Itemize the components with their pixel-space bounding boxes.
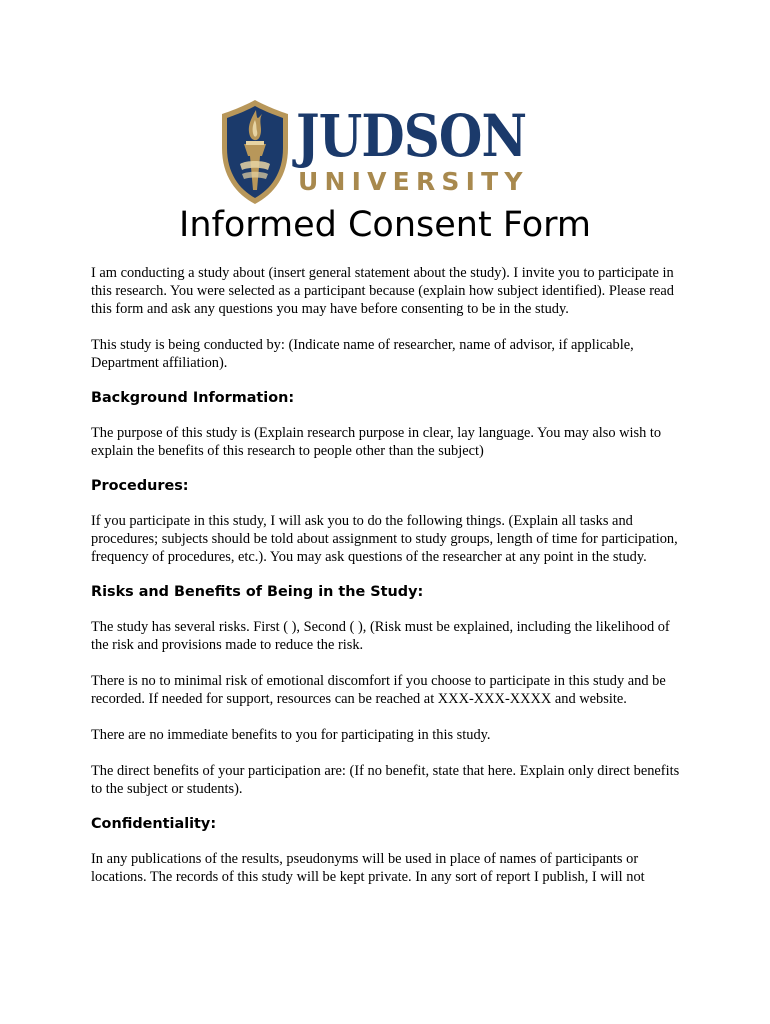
section-paragraph: The direct benefits of your participation are: (If no benefit, state that here. Explain only direct benefits to the subject or students). (91, 763, 680, 797)
university-logo (220, 98, 550, 208)
section-paragraph: The purpose of this study is (Explain research purpose in clear, lay language. You may also wish to explain the benefits of this research to people other than the subject) (91, 425, 662, 459)
logo-subtitle: UNIVERSITY (298, 167, 529, 196)
torch-shield-icon (220, 98, 290, 206)
document-title: Informed Consent Form (179, 205, 591, 245)
section-paragraph: If you participate in this study, I will ask you to do the following things. (Explain all tasks and procedures; subjects should be told about assignment to study groups, length of time for participation, frequency of procedures, etc.). You may ask questions of the researcher at any point in the study. (91, 513, 678, 565)
section-paragraph: The study has several risks. First ( ), Second ( ), (Risk must be explained, including the likelihood of the risk and provisions made to reduce the risk. (91, 619, 670, 653)
logo-wordmark: JUDSON (296, 102, 527, 170)
section-heading-background: Background Information: (91, 390, 295, 406)
section-paragraph: There are no immediate benefits to you for participating in this study. (91, 727, 491, 743)
intro-paragraph: This study is being conducted by: (Indicate name of researcher, name of advisor, if applicable, Department affiliation). (91, 337, 634, 371)
section-heading-procedures: Procedures: (91, 478, 189, 494)
section-heading-risks: Risks and Benefits of Being in the Study: (91, 584, 424, 600)
document-body (91, 264, 681, 886)
intro-paragraph: I am conducting a study about (insert general statement about the study). I invite you to participate in this research. You were selected as a participant because (explain how subject identified). Please read this form and ask any questions you may have before consenting to be in the study. (91, 265, 674, 317)
section-paragraph: In any publications of the results, pseudonyms will be used in place of names of participants or locations. The records of this study will be kept private. In any sort of report I publish, I will not (91, 851, 645, 885)
section-heading-confidentiality: Confidentiality: (91, 816, 217, 832)
section-paragraph: There is no to minimal risk of emotional discomfort if you choose to participate in this study and be recorded. If needed for support, resources can be reached at XXX-XXX-XXXX and website. (91, 673, 666, 707)
